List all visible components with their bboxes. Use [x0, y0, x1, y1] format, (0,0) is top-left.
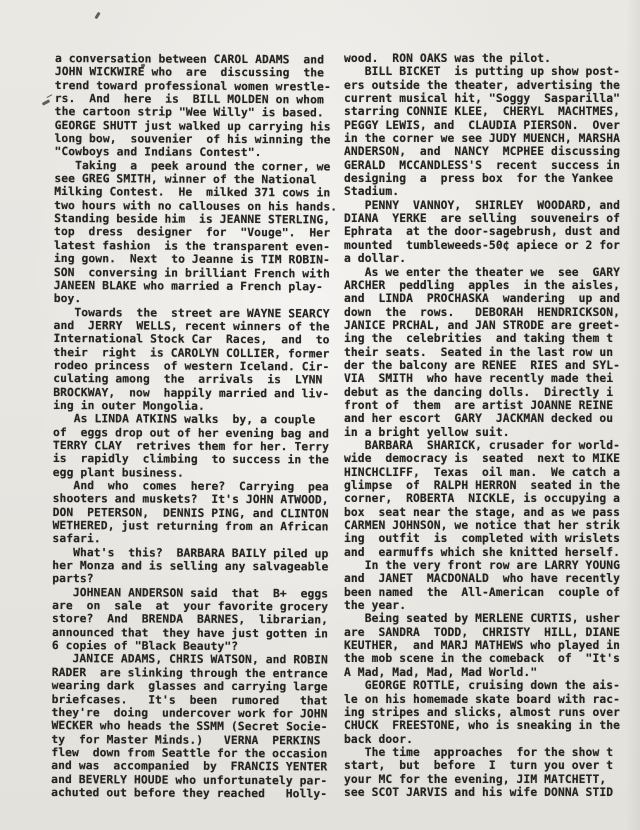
text-line: der the balcony are RENEE RIES and SYL-: [344, 358, 621, 372]
text-line: ty for Master Minds.) VERNA PERKINS: [51, 732, 321, 747]
pencil-mark: [94, 12, 100, 20]
text-line: ing the celebrities and taking them t: [344, 332, 614, 346]
text-line: and was accompanied by FRANCIS YENTER: [51, 759, 328, 774]
text-line: and BEVERLY HOUDE who unfortunately par-: [51, 772, 328, 787]
text-line: announced that they have just gotten in: [51, 625, 329, 641]
text-line: RADER are slinking through the entrance: [51, 665, 328, 681]
text-line: shooters and muskets? It's JOHN ATWOOD,: [52, 492, 329, 507]
text-line: a dollar.: [344, 252, 407, 266]
text-line: Towards the street are WAYNE SEARCY: [53, 305, 330, 320]
text-line: As we enter the theater we see GARY: [344, 265, 621, 279]
text-line: parts?: [52, 572, 94, 586]
text-line: JOHNEAN ANDERSON said that B+ eggs: [52, 585, 329, 601]
text-line: CHUCK FREESTONE, who is sneaking in the: [344, 719, 621, 733]
text-line: BARBARA SHARICK, crusader for world-: [344, 438, 621, 452]
text-line: safari.: [52, 532, 101, 546]
text-line: debut as the dancing dolls. Directly i: [344, 385, 614, 399]
text-line: a conversation between CAROL ADAMS and: [54, 52, 325, 67]
text-line: and her escort GARY JACKMAN decked ou: [344, 412, 614, 426]
text-line: ers outside the theater, advertising the: [344, 78, 621, 92]
text-line: le on his homemade skate board with rac-: [344, 692, 621, 706]
text-line: ing outfit is completed with wrislets: [344, 532, 621, 546]
text-line: flew down from Seattle for the occasion: [51, 745, 328, 761]
text-line: JOHN WICKWIRE who are discussing the: [54, 65, 325, 80]
text-line: mounted tumbleweeds-50¢ apiece or 2 for: [344, 238, 621, 252]
pencil-mark: [42, 99, 50, 105]
text-line: current musical hit, "Soggy Sasparilla": [344, 92, 621, 106]
text-line: culating among the arrivals is LYNN: [53, 372, 323, 387]
text-line: long bow, souvenier of his winning the: [54, 132, 331, 147]
text-line: Stadium.: [344, 185, 400, 199]
text-line: their seats. Seated in the last row un: [344, 345, 614, 359]
text-line: store? And BRENDA BARNES, librarian,: [51, 612, 329, 627]
text-line: WETHERED, just returning from an African: [52, 519, 329, 534]
text-line: the year.: [344, 599, 407, 613]
text-line: Milking Contest. He milked 371 cows in: [54, 185, 331, 200]
text-line: in a bright yellow suit.: [344, 425, 510, 439]
text-line: Ephrata at the door-sagebrush, dust and: [344, 225, 621, 239]
text-line: JANEEN BLAKE who married a French play-: [53, 278, 323, 294]
text-line: two hours with no callouses on his hands.: [54, 198, 338, 214]
text-line: rodeo princess of western Iceland. Cir-: [53, 358, 330, 374]
text-line: start, but before I turn you over t: [344, 759, 614, 773]
text-line: front of them are artist JOANNE REINE: [344, 398, 614, 412]
text-line: Taking a peek around the corner, we: [54, 158, 331, 174]
text-line: rs. And here is BILL MOLDEN on whom: [54, 92, 324, 107]
text-line: in the corner we see JUDY MUENCH, MARSHA: [344, 132, 621, 146]
text-line: boy.: [53, 292, 82, 306]
text-line: Standing beside him is JEANNE STERLING,: [54, 212, 331, 227]
text-line: latest fashion is the transparent even-: [53, 238, 331, 254]
text-line: your MC for the evening, JIM MATCHETT,: [344, 772, 607, 786]
text-line: their right is CAROLYN COLLIER, former: [53, 345, 330, 361]
text-line: WECKER who heads the SSMM (Secret Socie-: [51, 719, 328, 734]
text-line: "Cowboys and Indians Contest".: [54, 145, 262, 160]
text-line: back door.: [344, 732, 414, 746]
text-line: the cartoon strip "Wee Willy" is based.: [54, 105, 324, 120]
text-line: ing gown. Next to Jeanne is TIM ROBIN-: [53, 252, 331, 267]
text-line: ARCHER peddling apples in the aisles,: [344, 278, 621, 292]
text-line: ing in outer Mongolia.: [53, 398, 206, 413]
text-line: and LINDA PROCHASKA wandering up and: [344, 292, 621, 306]
text-line: JANICE ADAMS, CHRIS WATSON, and ROBIN: [51, 652, 328, 667]
text-line: SON conversing in brilliant French with: [53, 265, 330, 280]
text-line: Being seated by MERLENE CURTIS, usher: [344, 612, 621, 626]
text-line: What's this? BARBARA BAILY piled up: [52, 545, 329, 561]
text-line: International Stock Car Races, and to: [53, 332, 330, 347]
text-line: And who comes here? Carrying pea: [52, 478, 329, 494]
text-line: DON PETERSON, DENNIS PING, and CLINTON: [52, 505, 329, 521]
text-line: GEORGE SHUTT just walked up carrying his: [54, 118, 331, 134]
text-line: and earmuffs which she knitted herself.: [344, 545, 621, 559]
text-line: GEORGE ROTTLE, cruising down the ais-: [344, 679, 621, 693]
text-line: In the very front row are LARRY YOUNG: [344, 559, 621, 573]
text-line: BILL BICKET is putting up show post-: [344, 65, 621, 79]
text-line: corner, ROBERTA NICKLE, is occupying a: [344, 492, 621, 506]
text-line: ANDERSON, and NANCY MCPHEE discussing: [344, 145, 621, 159]
text-line: trend toward professional women wrestle-: [54, 78, 331, 94]
right-text-column: [344, 52, 634, 799]
text-line: HINCHCLIFF, Texas oil man. We catch a: [344, 465, 621, 479]
text-line: The time approaches for the show t: [344, 745, 614, 759]
text-line: and JERRY WELLS, recent winners of the: [53, 318, 330, 334]
text-line: A Mad, Mad, Mad, Mad World.": [344, 665, 538, 679]
text-line: JANICE PRCHAL, and JAN STRODE are greet-: [344, 318, 621, 332]
text-line: achuted out before they reached Holly-: [51, 785, 328, 801]
text-line: the mob scene in the comeback of "It's: [344, 652, 621, 666]
text-line: see GREG SMITH, winner of the National: [54, 172, 317, 187]
text-line: starring CONNIE KLEE, CHERYL MACHTMES,: [344, 105, 621, 119]
text-line: designing a press box for the Yankee: [344, 172, 614, 186]
text-line: wearing dark glasses and carrying large: [51, 679, 328, 694]
text-line: are on sale at your favorite grocery: [52, 599, 329, 614]
text-line: top dress designer for "Vouge". Her: [54, 225, 331, 240]
text-line: CARMEN JOHNSON, we notice that her strik: [344, 519, 621, 533]
text-line: been named the All-American couple of: [344, 585, 621, 599]
text-line: glimpse of RALPH HERRON seated in the: [344, 479, 621, 492]
text-line: GERALD MCCANDLESS'S recent success in: [344, 158, 621, 172]
text-line: box seat near the stage, and as we pass: [344, 505, 621, 519]
text-line: ing stripes and slicks, almost runs over: [344, 705, 621, 719]
left-text-column: [51, 52, 341, 801]
text-line: wood. RON OAKS was the pilot.: [344, 52, 552, 65]
text-line: PEGGY LEWIS, and CLAUDIA PIERSON. Over: [344, 118, 621, 132]
text-line: briefcases. It's been rumored that: [51, 692, 328, 707]
text-line: her Monza and is selling any salvageable: [52, 559, 329, 574]
text-line: As LINDA ATKINS walks by, a couple: [53, 412, 316, 427]
text-line: they're doing undercover work for JOHN: [51, 705, 328, 721]
text-line: see SCOT JARVIS and his wife DONNA STID: [344, 785, 614, 799]
text-line: TERRY CLAY retrives them for her. Terry: [52, 438, 330, 454]
text-line: BROCKWAY, now happily married and liv-: [53, 385, 330, 401]
text-line: are SANDRA TODD, CHRISTY HILL, DIANE: [344, 625, 621, 639]
text-line: VIA SMITH who have recently made thei: [344, 372, 614, 386]
text-line: of eggs drop out of her evening bag and: [52, 425, 330, 441]
text-line: egg plant business.: [52, 465, 184, 480]
text-line: PENNY VANNOY, SHIRLEY WOODARD, and: [344, 198, 621, 212]
text-line: wide democracy is seated next to MIKE: [344, 452, 621, 466]
text-line: is rapidly climbing to success in the: [52, 452, 329, 467]
text-line: KEUTHER, and MARJ MATHEWS who played in: [344, 639, 621, 653]
text-line: down the rows. DEBORAH HENDRICKSON,: [344, 305, 621, 319]
text-line: 6 copies of "Black Beauty"?: [51, 639, 239, 654]
text-line: and JANET MACDONALD who have recently: [344, 572, 621, 586]
text-line: DIANA YERKE are selling souveneirs of: [344, 212, 621, 226]
